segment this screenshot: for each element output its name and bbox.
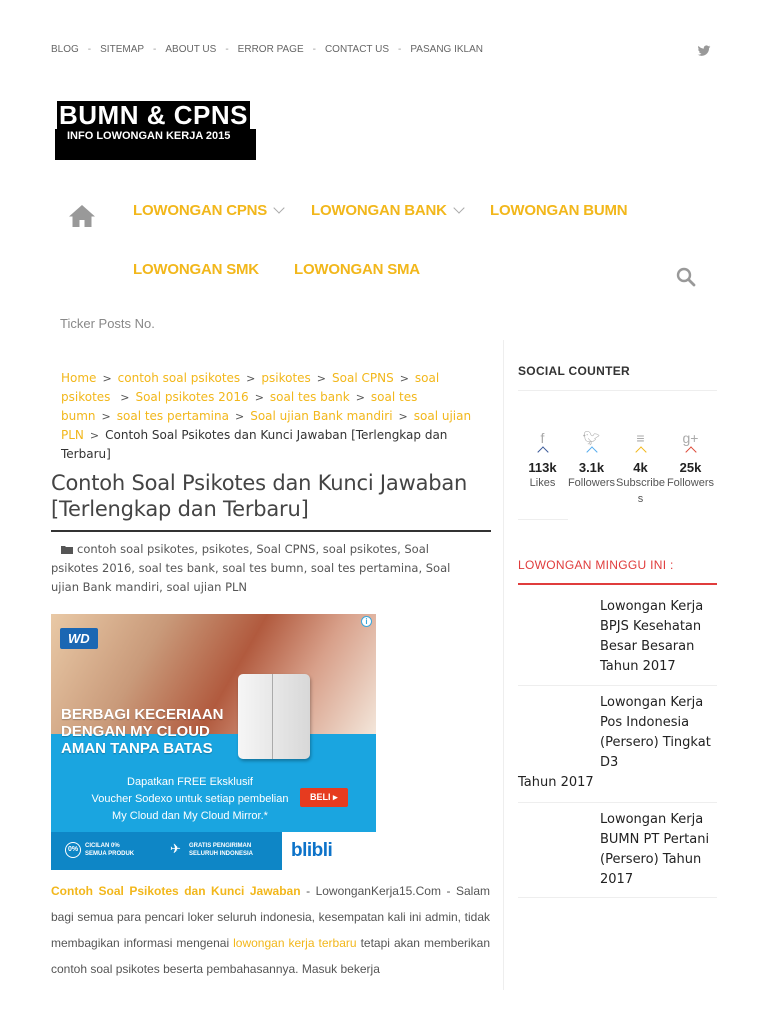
twitter-icon[interactable] [697,44,711,58]
ad-shipping-text: GRATIS PENGIRIMAN SELURUH INDONESIA [189,843,254,857]
chevron-right-icon: > [399,372,409,385]
chevron-right-icon: > [316,372,327,385]
social-google-plus[interactable]: g+ 25k Followers [666,430,715,489]
social-twitter[interactable]: 🐦︎ 3.1k Followers [567,430,616,489]
facebook-icon: f [540,430,545,446]
ticker-posts: Ticker Posts No. [60,316,155,331]
widget-divider [518,583,717,585]
chevron-right-icon: > [89,429,100,442]
ad-offer-text: Dapatkan FREE Eksklusif Voucher Sodexo untuk setiap pembelian My Cloud dan My Cloud Mirror.* [91,776,289,822]
post-divider [518,685,717,686]
chevron-down-icon [453,202,464,213]
chevron-right-icon: > [101,410,111,423]
menu-lowongan-bumn[interactable]: LOWONGAN BUMN [490,202,628,219]
logo-title: BUMN & CPNS [59,100,248,130]
menu-lowongan-bank[interactable]: LOWONGAN BANK [311,202,463,219]
widget-divider [518,390,717,391]
chevron-right-icon: > [355,391,365,404]
post-title: Contoh Soal Psikotes dan Kunci Jawaban [Terlengkap dan Terbaru] [51,471,468,521]
post-divider [518,802,717,803]
breadcrumb [61,369,481,463]
social-facebook[interactable]: f 113k Likes [518,430,567,491]
caret-up-icon [685,446,696,457]
logo-tagline: INFO LOWONGAN KERJA 2015 [67,130,231,142]
caret-up-icon [635,446,646,457]
caret-up-icon [537,446,548,457]
nav-contact-us-link[interactable]: CONTACT US [324,44,390,55]
post-body: Contoh Soal Psikotes dan Kunci Jawaban - LowonganKerja15.Com - Salam bagi semua para pencari loker seluruh indonesia, kesempatan kali ini admin, tidak membagikan informasi mengenai lowongan kerja terbaru tetapi akan memberikan contoh soal psikotes beserta pembahasannya. Masuk bekerja [51,884,490,976]
post-tags [51,540,471,597]
zero-percent-icon: 0% [65,842,81,858]
nav-pasang-iklan-link[interactable]: PASANG IKLAN [410,44,483,55]
widget-divider [518,519,568,520]
blibli-logo: blibli [291,840,333,861]
site-logo[interactable] [55,101,256,160]
advertisement-banner[interactable] [51,614,376,870]
chevron-down-icon [273,202,284,213]
home-icon[interactable] [68,204,96,228]
nav-about-us-link[interactable]: ABOUT US [165,44,217,55]
airplane-icon: ✈ [170,842,181,857]
sidebar-post-link[interactable]: Lowongan Kerja Pos Indonesia (Persero) Tingkat D3 [600,695,711,770]
nav-sitemap-link[interactable]: SITEMAP [100,44,145,55]
menu-lowongan-cpns[interactable]: LOWONGAN CPNS [133,202,283,219]
ad-buy-button[interactable]: BELI ▸ [300,788,348,807]
lowongan-kerja-terbaru-link[interactable]: lowongan kerja terbaru [233,936,357,950]
nav-error-page-link[interactable]: ERROR PAGE [237,44,304,55]
post-intro-link[interactable]: Contoh Soal Psikotes dan Kunci Jawaban [51,884,301,898]
sidebar-post-link-tail[interactable]: Tahun 2017 [518,775,594,790]
breadcrumb-home[interactable]: Home [61,371,97,385]
lowongan-minggu-ini-title: LOWONGAN MINGGU INI : [518,558,674,572]
chevron-right-icon: > [120,391,130,404]
my-cloud-device-image [238,674,310,759]
breadcrumb-item[interactable]: Soal psikotes 2016 [135,390,249,404]
breadcrumb-item[interactable]: psikotes [261,371,311,385]
social-counter-title: SOCIAL COUNTER [518,364,630,378]
breadcrumb-item[interactable]: soal psikotes [61,371,440,404]
sidebar-divider [503,340,504,990]
social-rss[interactable]: ≡ 4k Subscribes [616,430,665,505]
rss-icon: ≡ [636,430,645,446]
chevron-right-icon: > [102,372,112,385]
search-icon[interactable] [676,267,696,287]
breadcrumb-item[interactable]: soal ujian PLN [61,409,472,442]
play-arrow-icon: ▸ [333,792,338,802]
breadcrumb-current: Contoh Soal Psikotes dan Kunci Jawaban [Terlengkap dan Terbaru] [61,428,448,461]
menu-lowongan-smk[interactable]: LOWONGAN SMK [133,261,259,278]
menu-lowongan-sma[interactable]: LOWONGAN SMA [294,261,420,278]
top-nav: BLOG - SITEMAP - ABOUT US - ERROR PAGE - CONTACT US - PASANG IKLAN [51,44,483,55]
breadcrumb-item[interactable]: Soal CPNS [332,371,394,385]
breadcrumb-item[interactable]: soal tes pertamina [116,409,229,423]
breadcrumb-item[interactable]: Soal ujian Bank mandiri [250,409,393,423]
folder-icon [61,545,73,554]
google-plus-icon: g+ [682,430,699,446]
title-divider [51,530,491,532]
chevron-right-icon: > [246,372,256,385]
breadcrumb-item[interactable]: soal tes bank [269,390,350,404]
sidebar-post-link[interactable]: Lowongan Kerja BPJS Kesehatan Besar Besaran Tahun 2017 [600,599,704,674]
wd-logo: WD [60,628,98,649]
chevron-right-icon: > [398,410,408,423]
twitter-icon: 🐦︎ [582,430,601,446]
breadcrumb-item[interactable]: contoh soal psikotes [117,371,241,385]
chevron-right-icon: > [234,410,245,423]
ad-headline: BERBAGI KECERIAAN DENGAN MY CLOUD AMAN TANPA BATAS [61,706,224,757]
ad-info-icon[interactable]: i [361,616,372,627]
ad-installment-text: CICILAN 0% SEMUA PRODUK [85,843,135,857]
post-divider [518,897,717,898]
post-tags-text[interactable]: contoh soal psikotes, psikotes, Soal CPNS, soal psikotes, Soal psikotes 2016, soal tes bank, soal tes bumn, soal tes pertamina, Soal ujian Bank mandiri, soal ujian PLN [51,542,451,594]
chevron-right-icon: > [254,391,264,404]
nav-blog-link[interactable]: BLOG [51,44,79,55]
breadcrumb-item[interactable]: soal tes bumn [61,390,418,423]
sidebar-post-link[interactable]: Lowongan Kerja BUMN PT Pertani (Persero) Tahun 2017 [600,812,710,887]
caret-up-icon [586,446,597,457]
